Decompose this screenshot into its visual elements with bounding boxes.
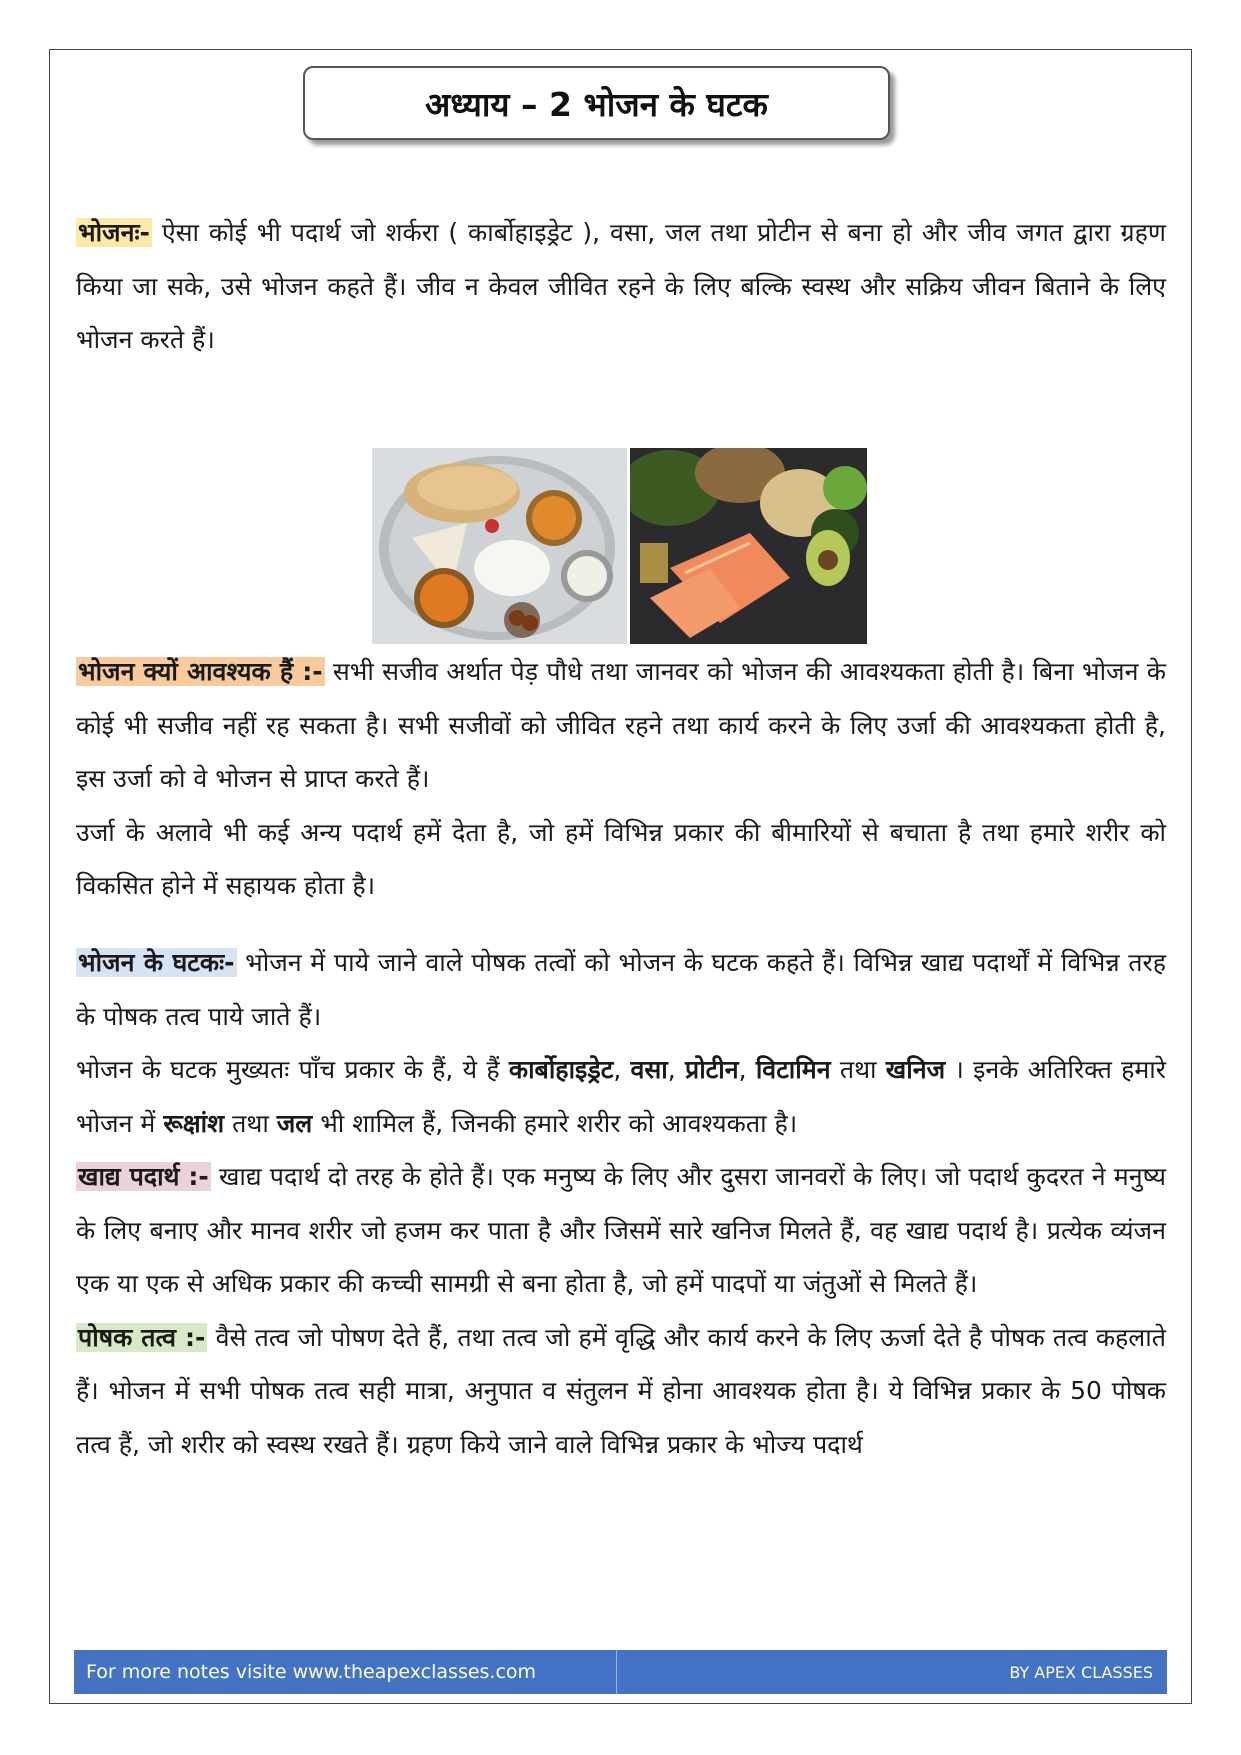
food-definition-text: ऐसा कोई भी पदार्थ जो शर्करा ( कार्बोहाइड्रेट ), वसा, जल तथा प्रोटीन से बना हो और जीव जगत द्वारा ग्रहण किया जा सके, उसे भोजन कहते हैं। जीव न केवल जीवित रहने के लिए बल्कि स्वस्थ और सक्रिय जीवन बिताने के लिए भोजन करते हैं। [76, 218, 1166, 354]
term-protein: प्रोटीन [684, 1055, 739, 1084]
food-items-text: खाद्य पदार्थ दो तरह के होते हैं। एक मनुष्य के लिए और दुसरा जानवरों के लिए। जो पदार्थ कुदरत ने मनुष्य के लिए बनाए और मानव शरीर जो हजम कर पाता है और जिसमें सारे खनिज मिलते हैं, वह खाद्य पदार्थ है। प्रत्येक व्यंजन एक या एक से अधिक प्रकार की कच्ची सामग्री से बना होता है, जो हमें पादपों या जंतुओं से मिलते हैं। [76, 1162, 1166, 1298]
term-mineral: खनिज [885, 1055, 946, 1084]
section-food-definition [76, 206, 1166, 367]
chapter-title-box [303, 66, 890, 140]
food-images [372, 448, 867, 644]
footer-website-text: For more notes visite www.theapexclasses.com [74, 1650, 617, 1694]
thali-image [372, 448, 627, 644]
section-why-food [76, 645, 1166, 913]
label-food: भोजनः- [78, 218, 150, 247]
nutrient-foods-image [630, 448, 867, 644]
footer-brand-text: BY APEX CLASSES [1009, 1662, 1153, 1682]
footer-bar [74, 1650, 1167, 1694]
label-food-components: भोजन के घटकः- [78, 948, 235, 977]
label-food-items: खाद्य पदार्थ :- [78, 1162, 209, 1191]
why-food-text: सभी सजीव अर्थात पेड़ पौधे तथा जानवर को भोजन की आवश्यकता होती है। बिना भोजन के कोई भी सजीव नहीं रह सकता है। सभी सजीवों को जीवित रहने तथा कार्य करने के लिए उर्जा की आवश्यकता होती है, इस उर्जा को वे भोजन से प्राप्त करते हैं। [76, 657, 1166, 793]
term-roughage: रूक्षांश [163, 1108, 225, 1138]
chapter-title: अध्याय – 2 भोजन के घटक [425, 84, 768, 124]
nutrients-text: वैसे तत्व जो पोषण देते हैं, तथा तत्व जो हमें वृद्धि और कार्य करने के लिए ऊर्जा देते है पोषक तत्व कहलाते हैं। भोजन में सभी पोषक तत्व सही मात्रा, अनुपात व संतुलन में होना आवश्यक होता है। ये विभिन्न प्रकार के 50 पोषक तत्व हैं, जो शरीर को स्वस्थ रखते हैं। ग्रहण किये जाने वाले विभिन्न प्रकार के भोज्य पदार्थ [76, 1322, 1166, 1459]
food-components-text: भोजन में पाये जाने वाले पोषक तत्वों को भोजन के घटक कहते हैं। विभिन्न खाद्य पदार्थों में विभिन्न तरह के पोषक तत्व पाये जाते हैं। [76, 948, 1166, 1031]
term-vitamin: विटामिन [755, 1055, 831, 1084]
label-why-food: भोजन क्यों आवश्यक हैं :- [78, 657, 323, 686]
term-water: जल [276, 1108, 313, 1138]
term-carbohydrate: कार्बोहाइड्रेट [508, 1055, 614, 1084]
term-fat: वसा [630, 1055, 668, 1084]
label-nutrients: पोषक तत्व :- [78, 1322, 206, 1352]
section-food-components [76, 936, 1166, 1471]
why-food-text-2: उर्जा के अलावे भी कई अन्य पदार्थ हमें देता है, जो हमें विभिन्न प्रकार की बीमारियों से बचाता है तथा हमारे शरीर को विकसित होने में सहायक होता है। [76, 817, 1166, 900]
food-components-list: भोजन के घटक मुख्यतः पाँच प्रकार के हैं, ये हैं कार्बोहाइड्रेट, वसा, प्रोटीन, विटामिन तथा खनिज । इनके अतिरिक्त हमारे भोजन में रूक्षांश तथा जल भी शामिल हैं, जिनकी हमारे शरीर को आवश्यकता है। [76, 1055, 1166, 1138]
